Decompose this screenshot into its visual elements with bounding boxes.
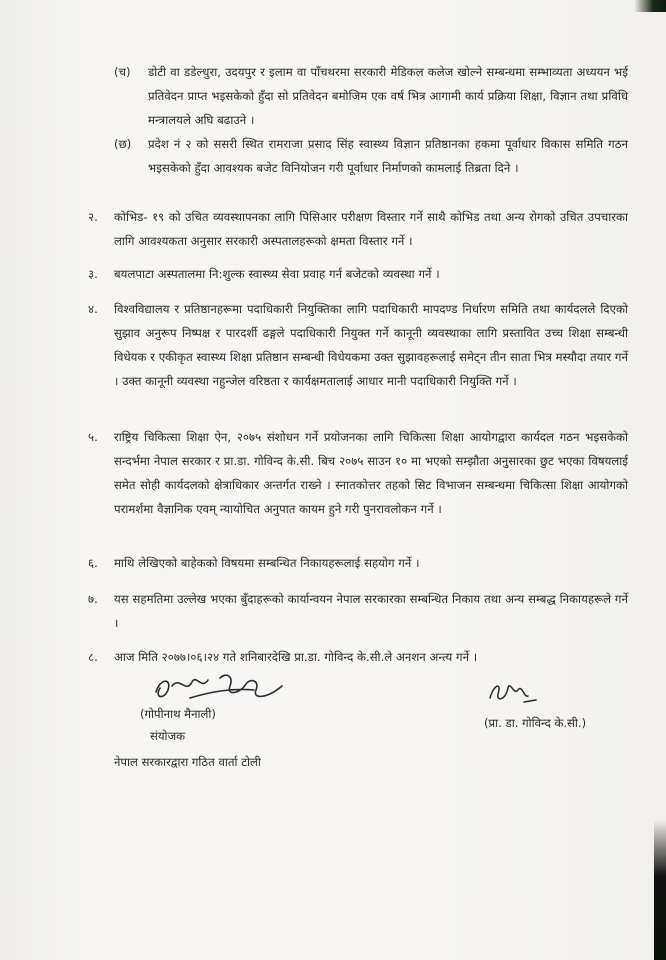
point-3: [88, 262, 628, 286]
signature-right-icon: [484, 676, 544, 710]
signatory-organization: [114, 751, 261, 773]
point-text: माथि लेखिएको बाहेकको विषयमा सम्बन्धित निकायहरूलाई सहयोग गर्ने ।: [114, 556, 420, 570]
point-7: [88, 587, 628, 635]
photo-edge-shadow-top: [634, 0, 666, 12]
point-text: बयलपाटा अस्पतालमा नि:शुल्क स्वास्थ्य सेवा प्रवाह गर्न बजेटको व्यवस्था गर्ने ।: [114, 267, 440, 281]
point-number: ६.: [88, 556, 98, 570]
clause-text: प्रदेश नं २ को ससरी स्थित रामराजा प्रसाद सिंह स्वास्थ्य विज्ञान प्रतिष्ठानका हकमा पूर्वाधार विकास समिति गठन भइसकेको हुँदा आवश्यक बजेट विनियोजन गरी पूर्वाधार निर्माणको कामलाई तिब्रता दिने ।: [148, 137, 628, 175]
point-text: राष्ट्रिय चिकित्सा शिक्षा ऐन, २०७५ संशोधन गर्ने प्रयोजनका लागि चिकित्सा शिक्षा आयोगद्वारा कार्यदल गठन भइसकेको सन्दर्भमा नेपाल सरकार र प्रा.डा. गोविन्द के.सी. बिच २०७५ साउन १० मा भएको सम्झौता अनुसारका छुट भएका विषयलाई समेत सोही कार्यदलको क्षेत्राधिकार अन्तर्गत राख्ने । स्नातकोत्तर तहको सिट विभाजन सम्बन्धमा चिकित्सा शिक्षा आयोगको परामर्शमा वैज्ञानिक एवम् न्यायोचित अनुपात कायम हुने गरी पुनरावलोकन गर्ने ।: [114, 430, 628, 516]
clause-number: (छ): [114, 137, 132, 151]
point-4: [88, 297, 628, 393]
point-8: [88, 645, 628, 669]
signatory-role: संयोजक: [150, 729, 186, 743]
organization-text: नेपाल सरकारद्वारा गठित वार्ता टोली: [114, 755, 261, 769]
point-6: [88, 551, 628, 575]
photo-edge-shadow-bottom: [654, 820, 666, 960]
point-text: यस सहमतिमा उल्लेख भएका बुँदाहरूको कार्यान्वयन नेपाल सरकारका सम्बन्धित निकाय तथा अन्य सम्बद्ध निकायहरूले गर्ने ।: [114, 592, 628, 630]
signatory-name-right: (प्रा. डा. गोविन्द के.सी.): [484, 716, 587, 730]
point-number: २.: [88, 210, 98, 224]
point-text: विश्वविद्यालय र प्रतिष्ठानहरूमा पदाधिकारी नियुक्तिका लागि पदाधिकारी मापदण्ड निर्धारण समिति तथा कार्यदलले दिएको सुझाव अनुरूप निष्पक्ष र पारदर्शी ढङ्गले पदाधिकारी नियुक्त गर्ने कानूनी व्यवस्थाका लागि प्रस्तावित उच्च शिक्षा सम्बन्धी विधेयक र एकीकृत स्वास्थ्य शिक्षा प्रतिष्ठान सम्बन्धी विधेयकमा उक्त सुझावहरूलाई समेट्न तीन साता भित्र मस्यौदा तयार गर्ने । उक्त कानूनी व्यवस्था नहुन्जेल वरिष्ठता र कार्यक्षमतालाई आधार मानी पदाधिकारी नियुक्ति गर्ने ।: [114, 302, 628, 388]
point-number: ३.: [88, 267, 98, 281]
clause-cha: [114, 60, 628, 132]
point-number: ८.: [88, 650, 98, 664]
point-text: कोभिड- १९ को उचित व्यवस्थापनका लागि पिसिआर परीक्षण विस्तार गर्ने साथै कोभिड तथा अन्य रोगको उचित उपचारका लागि आवश्यकता अनुसार सरकारी अस्पतालहरूको क्षमता विस्तार गर्ने ।: [114, 210, 628, 248]
signature-right: [484, 712, 586, 734]
clause-chha: [114, 132, 628, 180]
point-number: ४.: [88, 302, 98, 316]
clause-number: (च): [114, 65, 131, 79]
point-2: [88, 205, 628, 253]
point-text: आज मिति २०७७।०६।२४ गते शनिबारदेखि प्रा.डा. गोविन्द के.सी.ले अनशन अन्त्य गर्ने ।: [114, 650, 478, 664]
point-number: ५.: [88, 430, 98, 444]
point-number: ७.: [88, 592, 98, 606]
signatory-name-left: (गोपीनाथ मैनाली): [140, 707, 216, 721]
point-5: [88, 425, 628, 521]
signature-left: [140, 703, 216, 747]
clause-text: डोटी वा डडेल्धुरा, उदयपुर र इलाम वा पाँचथरमा सरकारी मेडिकल कलेज खोल्ने सम्बन्धमा सम्भाव्यता अध्ययन भई प्रतिवेदन प्राप्त भइसकेको हुँदा सो प्रतिवेदन बमोजिम एक वर्ष भित्र आगामी कार्य प्रक्रिया शिक्षा, विज्ञान तथा प्रविधि मन्त्रालयले अघि बढाउने ।: [148, 65, 628, 127]
